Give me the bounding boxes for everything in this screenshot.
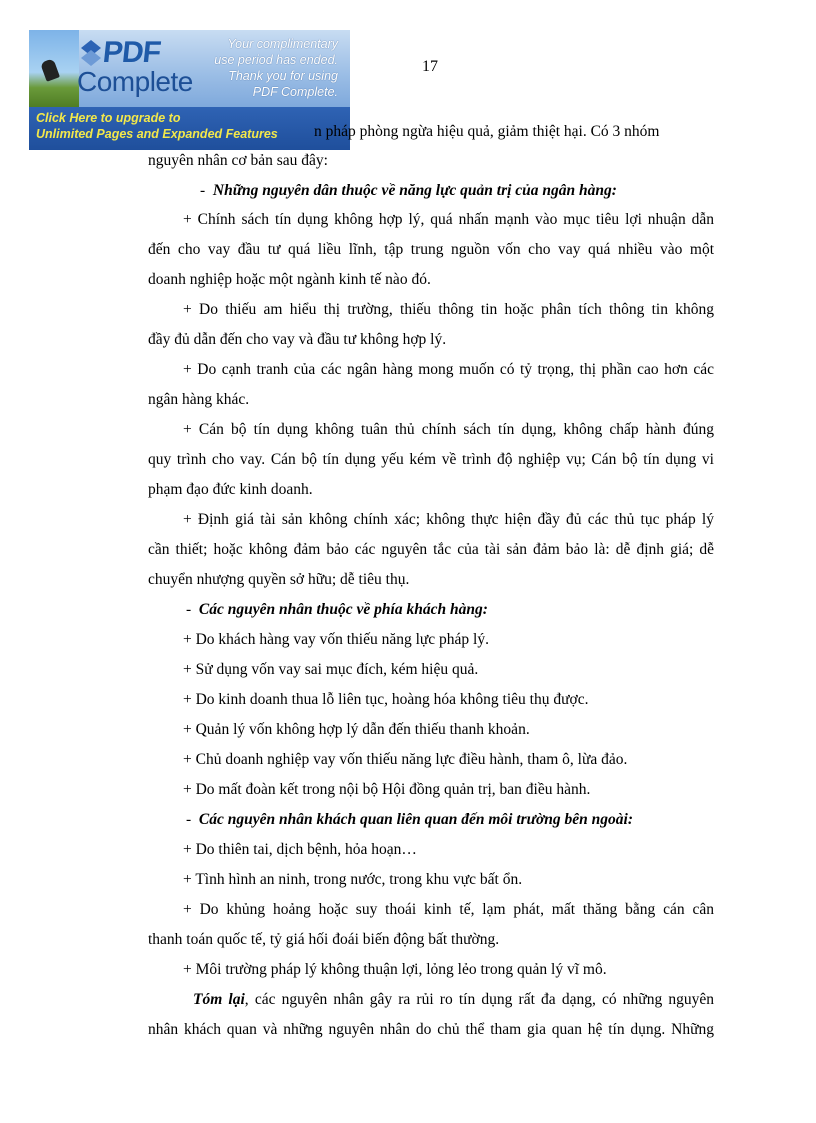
section-heading: [186, 805, 633, 835]
text-line: + Do kinh doanh thua lỗ liên tục, hoàng hóa không tiêu thụ được.: [183, 691, 589, 708]
banner-message-line: use period has ended.: [214, 53, 338, 67]
text-line: doanh nghiệp hoặc một ngành kinh tế nào đó.: [148, 271, 431, 288]
upgrade-link-line[interactable]: Unlimited Pages and Expanded Features: [36, 127, 278, 141]
section-heading: [186, 595, 488, 625]
text-line: đầy đủ dẫn đến cho vay và đầu tư không hợp lý.: [148, 331, 447, 348]
text-line: + Do cạnh tranh của các ngân hàng mong muốn có tỷ trọng, thị phần cao hơn các: [183, 361, 714, 378]
text-line: + Do khách hàng vay vốn thiếu năng lực pháp lý.: [183, 631, 489, 648]
text-line: n pháp phòng ngừa hiệu quả, giảm thiệt hại. Có 3 nhóm: [314, 123, 660, 140]
text-line: + Do thiếu am hiểu thị trường, thiếu thông tin hoặc phân tích thông tin không: [183, 301, 714, 318]
heading-text: Những nguyên dân thuộc về năng lực quản trị của ngân hàng:: [212, 182, 617, 199]
heading-text: Các nguyên nhân khách quan liên quan đến môi trường bên ngoài:: [198, 811, 633, 828]
person-figure-icon: [40, 58, 60, 82]
text-line: + Định giá tài sản không chính xác; không thực hiện đầy đủ các thủ tục pháp lý: [183, 511, 714, 528]
text-line: + Môi trường pháp lý không thuận lợi, lỏng lẻo trong quản lý vĩ mô.: [183, 961, 607, 978]
logo-complete-text: Complete: [77, 66, 193, 97]
text-line: + Do mất đoàn kết trong nội bộ Hội đồng quản trị, ban điều hành.: [183, 781, 591, 798]
summary-text: , các nguyên nhân gây ra rủi ro tín dụng rất đa dạng, có những nguyên: [244, 991, 714, 1008]
text-line: nguyên nhân cơ bản sau đây:: [148, 152, 328, 169]
banner-message-line: PDF Complete.: [252, 85, 338, 99]
section-heading: [200, 176, 617, 206]
text-line: [148, 985, 714, 1015]
text-line: cần thiết; hoặc không đảm bảo các nguyên tắc của tài sản đảm bảo là: dễ định giá; dễ: [148, 541, 714, 558]
banner-message-line: Thank you for using: [228, 69, 338, 83]
text-line: + Quản lý vốn không hợp lý dẫn đến thiếu thanh khoản.: [183, 721, 530, 738]
page-number: 17: [422, 58, 438, 75]
text-line: quy trình cho vay. Cán bộ tín dụng yếu kém về trình độ nghiệp vụ; Cán bộ tín dụng vi: [148, 451, 714, 468]
upgrade-link-line[interactable]: Click Here to upgrade to: [36, 111, 181, 125]
text-line: + Chủ doanh nghiệp vay vốn thiếu năng lực điều hành, tham ô, lừa đảo.: [183, 751, 628, 768]
heading-text: Các nguyên nhân thuộc về phía khách hàng:: [198, 601, 488, 618]
banner-message-line: Your complimentary: [227, 37, 338, 51]
heading-dash: -: [186, 601, 192, 618]
text-line: chuyển nhượng quyền sở hữu; dễ tiêu thụ.: [148, 571, 410, 588]
banner-photo: [29, 30, 79, 107]
text-line: + Do thiên tai, dịch bệnh, hỏa hoạn…: [183, 841, 417, 858]
text-line: + Chính sách tín dụng không hợp lý, quá nhấn mạnh vào mục tiêu lợi nhuận dẫn: [183, 211, 714, 228]
text-line: + Sử dụng vốn vay sai mục đích, kém hiệu quả.: [183, 661, 479, 678]
document-body: [148, 0, 714, 1123]
text-line: + Do khủng hoảng hoặc suy thoái kinh tế, lạm phát, mất thăng bằng cán cân: [183, 901, 714, 918]
logo-mark-icon: [81, 40, 101, 66]
text-line: + Cán bộ tín dụng không tuân thủ chính sách tín dụng, không chấp hành đúng: [183, 421, 714, 438]
logo-pdf-text: PDF: [101, 36, 162, 69]
heading-dash: -: [200, 182, 206, 199]
text-line: phạm đạo đức kinh doanh.: [148, 481, 313, 498]
heading-dash: -: [186, 811, 192, 828]
summary-lead: Tóm lại: [193, 991, 245, 1008]
text-line: nhân khách quan và những nguyên nhân do chủ thể tham gia quan hệ tín dụng. Những: [148, 1021, 714, 1038]
text-line: thanh toán quốc tế, tỷ giá hối đoái biến động bất thường.: [148, 931, 500, 948]
text-line: ngân hàng khác.: [148, 391, 250, 408]
text-line: + Tình hình an ninh, trong nước, trong khu vực bất ổn.: [183, 871, 523, 888]
text-line: đến cho vay đầu tư quá liều lĩnh, tập trung nguồn vốn cho vay quá nhiều vào một: [148, 241, 714, 258]
